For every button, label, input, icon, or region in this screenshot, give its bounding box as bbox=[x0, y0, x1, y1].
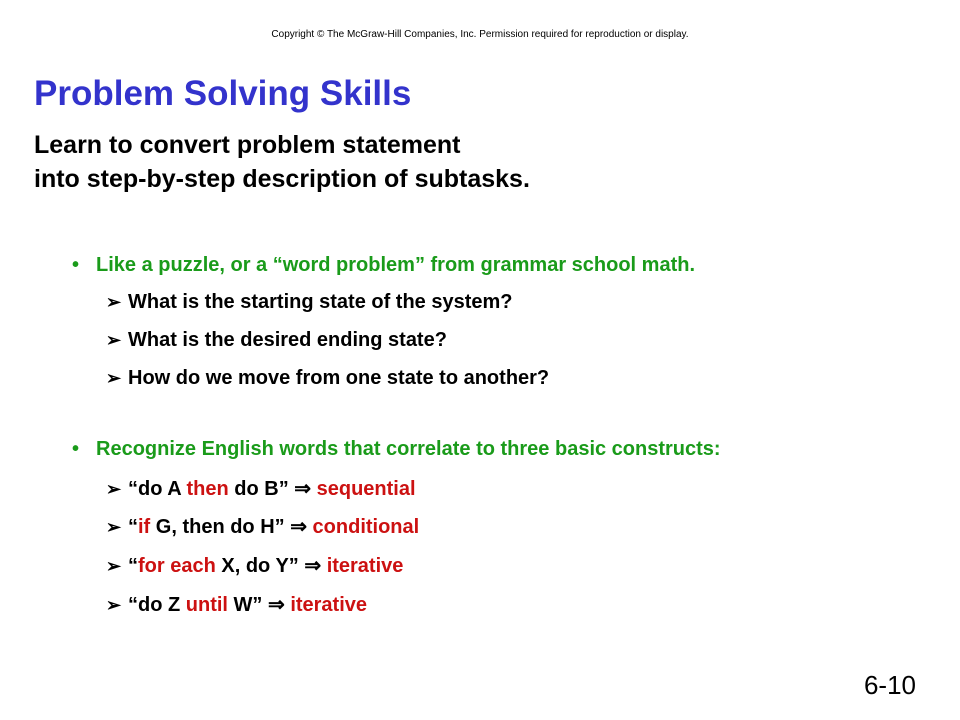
construct-result: sequential bbox=[316, 478, 416, 500]
construct-phrase-end: G, then do H” bbox=[150, 516, 291, 538]
list-item bbox=[106, 329, 447, 352]
keyword-then: then bbox=[186, 478, 229, 500]
implies-icon: ⇒ bbox=[294, 478, 312, 500]
construct-phrase-end: W” bbox=[227, 594, 268, 616]
implies-icon: ⇒ bbox=[304, 555, 322, 577]
construct-iterative-for bbox=[106, 553, 403, 578]
construct-result: iterative bbox=[290, 594, 368, 616]
construct-phrase-start: “do A bbox=[128, 478, 187, 500]
bullet-text: Like a puzzle, or a “word problem” from grammar school math. bbox=[96, 254, 696, 276]
subtitle-line-2: into step-by-step description of subtasks. bbox=[34, 165, 530, 193]
copyright-notice: Copyright © The McGraw-Hill Companies, Inc. Permission required for reproduction or display. bbox=[271, 29, 689, 40]
bullet-text: Recognize English words that correlate to three basic constructs: bbox=[96, 438, 721, 460]
slide-subtitle bbox=[34, 128, 530, 196]
implies-icon: ⇒ bbox=[290, 516, 307, 538]
implies-icon: ⇒ bbox=[267, 594, 285, 616]
arrow-bullet-icon: ➢ bbox=[106, 292, 122, 312]
list-item-text: What is the starting state of the system? bbox=[128, 291, 513, 313]
keyword-if: if bbox=[138, 516, 151, 538]
page-number: 6-10 bbox=[863, 670, 916, 700]
construct-result: iterative bbox=[326, 555, 404, 577]
list-item bbox=[106, 367, 549, 390]
keyword-for-each: for each bbox=[138, 555, 216, 577]
list-item-text: What is the desired ending state? bbox=[128, 329, 447, 351]
slide-title: Problem Solving Skills bbox=[34, 74, 412, 113]
arrow-bullet-icon: ➢ bbox=[106, 517, 122, 537]
arrow-bullet-icon: ➢ bbox=[106, 479, 122, 499]
bullet-dot: • bbox=[72, 254, 80, 276]
arrow-bullet-icon: ➢ bbox=[106, 595, 122, 615]
bullet-puzzle bbox=[72, 254, 695, 277]
list-item-text: How do we move from one state to another? bbox=[128, 367, 550, 389]
construct-sequential bbox=[106, 476, 416, 501]
construct-result: conditional bbox=[312, 516, 420, 538]
construct-phrase-start: “ bbox=[128, 555, 138, 577]
subtitle-line-1: Learn to convert problem statement bbox=[34, 131, 461, 159]
list-item bbox=[106, 291, 513, 314]
construct-phrase-start: “ bbox=[128, 516, 138, 538]
bullet-recognize bbox=[72, 438, 721, 461]
construct-iterative-until bbox=[106, 592, 367, 617]
arrow-bullet-icon: ➢ bbox=[106, 368, 122, 388]
arrow-bullet-icon: ➢ bbox=[106, 330, 122, 350]
bullet-dot: • bbox=[72, 438, 80, 460]
keyword-until: until bbox=[185, 594, 228, 616]
construct-conditional bbox=[106, 514, 419, 539]
arrow-bullet-icon: ➢ bbox=[106, 556, 122, 576]
construct-phrase-start: “do Z bbox=[128, 594, 186, 616]
construct-phrase-end: X, do Y” bbox=[215, 555, 305, 577]
construct-phrase-end: do B” bbox=[228, 478, 295, 500]
